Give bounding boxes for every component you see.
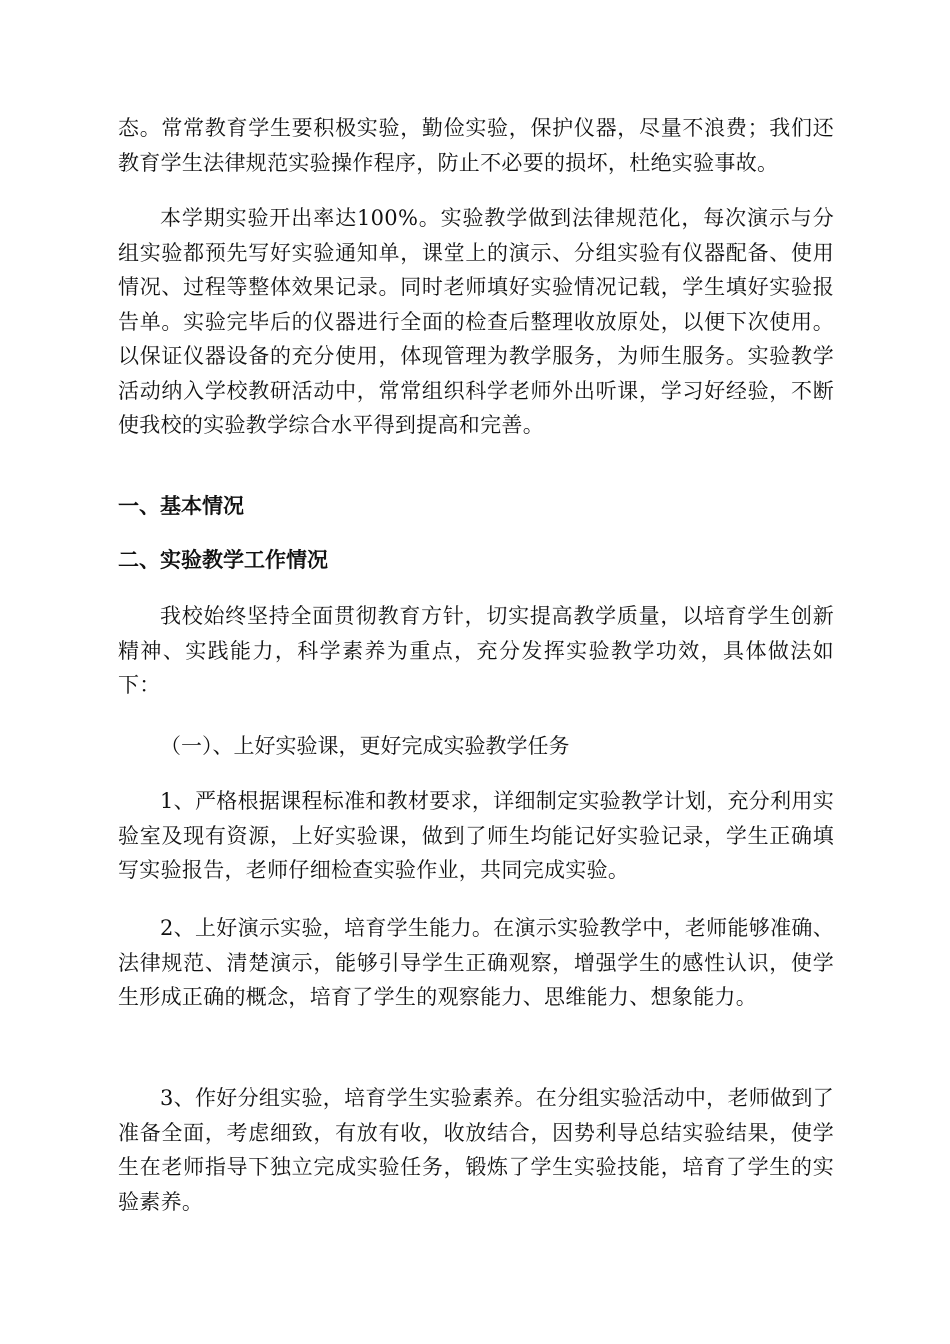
paragraph-experiment-rate: 本学期实验开出率达100%。实验教学做到法律规范化，每次演示与分组实验都预先写好实验通知单，课堂上的演示、分组实验有仪器配备、使用情况、过程等整体效果记录。同时老师填好实验情况记载，学生填好实验报告单。实验完毕后的仪器进行全面的检查后整理收放原处，以便下次使用。以保证仪器设备的充分使用，体现管理为教学服务，为师生服务。实验教学活动纳入学校教研活动中，常常组织科学老师外出听课，学习好经验，不断使我校的实验教学综合水平得到提高和完善。 [118, 206, 834, 437]
heading-basic-situation: 一、基本情况 [118, 494, 244, 518]
paragraph-opening: 态。常常教育学生要积极实验，勤俭实验，保护仪器，尽量不浪费；我们还教育学生法律规范实验操作程序，防止不必要的损坏，杜绝实验事故。 [118, 116, 834, 175]
list-item-3: 3、作好分组实验，培育学生实验素养。在分组实验活动中，老师做到了准备全面，考虑细致，有放有收，收放结合，因势利导总结实验结果，使学生在老师指导下独立完成实验任务，锻炼了学生实验技能，培育了学生的实验素养。 [118, 1086, 834, 1214]
paragraph-intro: 我校始终坚持全面贯彻教育方针，切实提高教学质量，以培育学生创新精神、实践能力，科学素养为重点，充分发挥实验教学功效，具体做法如下： [118, 604, 834, 697]
list-item-1: 1、严格根据课程标准和教材要求，详细制定实验教学计划，充分利用实验室及现有资源，上好实验课，做到了师生均能记好实验记录，学生正确填写实验报告，老师仔细检查实验作业，共同完成实验。 [118, 789, 834, 882]
heading-teaching-work: 二、实验教学工作情况 [118, 548, 328, 572]
subheading-good-lessons: （一）、上好实验课，更好完成实验教学任务 [160, 734, 570, 758]
list-item-2: 2、上好演示实验，培育学生能力。在演示实验教学中，老师能够准确、法律规范、清楚演示，能够引导学生正确观察，增强学生的感性认识，使学生形成正确的概念，培育了学生的观察能力、思维能力、想象能力。 [118, 916, 834, 1009]
